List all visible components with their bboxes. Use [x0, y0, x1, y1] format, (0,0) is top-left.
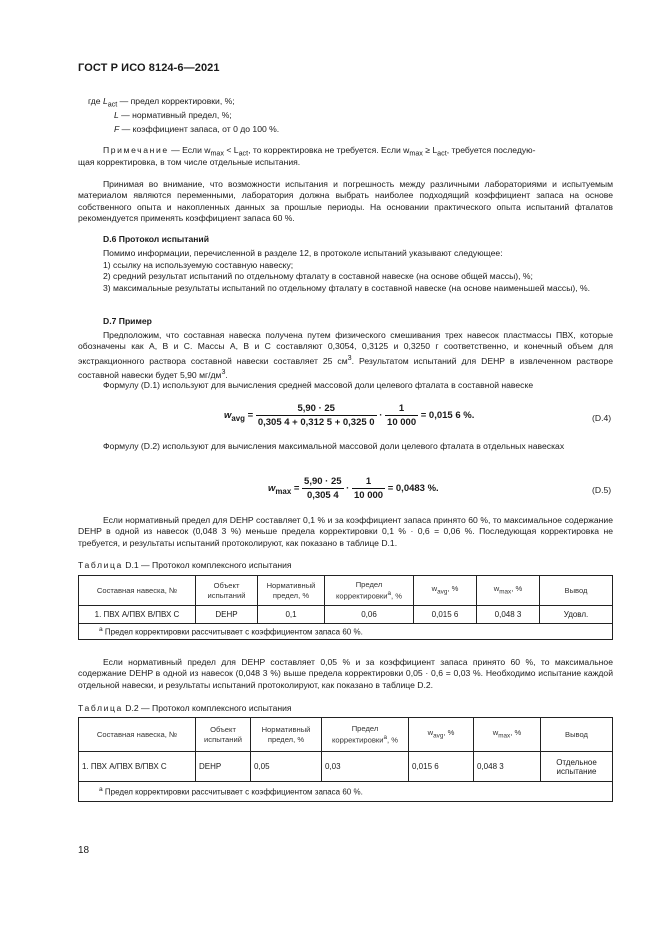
table-d1-caption: Таблица D.1 — Протокол комплексного испытания — [78, 560, 292, 570]
eq4-fraction-1: $\frac{5,90 \cdot 25}{0,305 4 + 0,312 5 + 0,325 0}$ — [257, 403, 375, 428]
table-cell: Отдельное испытание — [541, 752, 613, 782]
table-header-row — [79, 718, 613, 752]
table-row — [79, 606, 613, 624]
table-cell: 0,05 — [251, 752, 322, 782]
def-sub: act — [107, 100, 118, 109]
table-footnote: $^а$ Предел корректировки рассчитывает с коэффициентом запаса 60 %. — [79, 782, 613, 802]
def-prefix: где — [88, 96, 101, 106]
page-header-title: ГОСТ Р ИСО 8124-6—2021 — [78, 62, 220, 74]
def-var: L — [102, 96, 108, 106]
eq5-lhs: $w_{max}$ — [268, 483, 292, 496]
table-cell: DEHP — [196, 606, 258, 624]
table-footnote-row — [79, 624, 613, 640]
table-header-cell: Нормативный предел, % — [258, 576, 325, 606]
table-header-cell: Объект испытаний — [196, 718, 251, 752]
note-label: Примечание — [103, 145, 169, 155]
section-d6-intro: Помимо информации, перечисленной в разделе 12, в протоколе испытаний указывают следующее: — [103, 248, 503, 258]
table-header-cell: $w_{max}$, % — [474, 718, 541, 752]
formula-d1-intro: Формулу (D.1) используют для вычисления средней массовой доли целевого фталата в составной навеске — [103, 380, 534, 390]
table-header-cell: $w_{avg}$, % — [409, 718, 474, 752]
page-number: 18 — [78, 845, 90, 856]
eq4-result: = 0,015 6 %. — [420, 410, 475, 422]
table-header-cell: Составная навеска, № — [79, 718, 196, 752]
table-header-cell: Предел корректировки$^а$, % — [325, 576, 414, 606]
section-d6-item-2: 2) средний результат испытаний по отдельному фталату в составной навеске (на основе общей массы), %; — [103, 271, 533, 281]
table-header-cell: Вывод — [540, 576, 613, 606]
eq5-fraction-2: $\frac{1}{10 000}$ — [354, 476, 384, 501]
table-cell: 0,03 — [322, 752, 409, 782]
table-cell: Удовл. — [540, 606, 613, 624]
equation-d5: $w_{max}$ = $\frac{5,90 \cdot 25}{0,305 4}$ · $\frac{1}{10 000}$ = 0,0483 %. — [268, 476, 439, 501]
section-d7-title: D.7 Пример — [103, 316, 152, 326]
section-d6-title: D.6 Протокол испытаний — [103, 234, 209, 244]
table-d2-caption: Таблица D.2 — Протокол комплексного испытания — [78, 703, 292, 713]
table-header-cell: Предел корректировки$^а$, % — [322, 718, 409, 752]
table-cell: 0,015 6 — [414, 606, 477, 624]
def-var: F — [114, 124, 120, 134]
table-footnote: $^а$ Предел корректировки рассчитывает с коэффициентом запаса 60 %. — [79, 624, 613, 640]
section-d6-item-3: 3) максимальные результаты испытаний по отдельному фталату в составной навеске (на основе наименьшей массы), %. — [103, 283, 591, 293]
note-text-1: — Если $w_{max} < L_{act}$, то корректировка не требуется. Если $w_{max} \ge L_{act}$, требуется последую- — [168, 145, 536, 158]
table-d2 — [78, 717, 613, 802]
note-line-2: щая корректировка, в том числе отдельные испытания. — [78, 157, 301, 167]
paragraph-case-1: Если нормативный предел для DEHP составляет 0,1 % и за коэффициент запаса принято 60 %, то максимальное содержание DEHP в одной из навесок (0,048 3 %) меньше предела корректировки 0,1 % · 0,6 = 0,06 %. Последующая корректировка не требуется, и результаты испытаний протоколируют, как показано в таблице D.1. — [78, 515, 613, 548]
table-d1 — [78, 575, 613, 640]
eq4-fraction-2: $\frac{1}{10 000}$ — [387, 403, 417, 428]
eq4-lhs: $w_{avg}$ — [224, 410, 246, 423]
table-cell: 0,048 3 — [477, 606, 540, 624]
table-cell: 0,1 — [258, 606, 325, 624]
def-text: — нормативный предел, %; — [118, 110, 232, 120]
table-footnote-row — [79, 782, 613, 802]
table-header-cell: $w_{max}$, % — [477, 576, 540, 606]
table-cell: 0,015 6 — [409, 752, 474, 782]
table-header-cell: Составная навеска, № — [79, 576, 196, 606]
formula-d2-intro: Формулу (D.2) используют для вычисления максимальной массовой доли целевого фталата в отдельных навесках — [103, 441, 565, 451]
def-text: — предел корректировки, %; — [117, 96, 235, 106]
section-d6-item-1: 1) ссылку на используемую составную навеску; — [103, 260, 294, 270]
table-header-cell: Вывод — [541, 718, 613, 752]
equation-d5-number: (D.5) — [592, 485, 612, 495]
section-d7-paragraph: Предположим, что составная навеска получена путем физического смешивания трех навесок пластмассы ПВХ, которые обозначены как А, В и С. Массы А, В и С составляют 0,3054, 0,3125 и 0,3250 г соответственно, и конечный объем для экстракционного раствора составной навески составляет 25 $см^3$. Результатом испытаний для DEHP в извлеченном растворе составной навески будет 5,90 $мг/дм^3$. — [78, 330, 613, 380]
equation-d4-number: (D.4) — [592, 413, 612, 423]
equation-d4: $w_{avg}$ = $\frac{5,90 \cdot 25}{0,305 4 + 0,312 5 + 0,325 0}$ · $\frac{1}{10 000}$ = 0,015 6 %. — [224, 403, 475, 428]
definition-f — [114, 124, 279, 135]
table-cell: 1. ПВХ А/ПВХ В/ПВХ С — [79, 752, 196, 782]
table-header-cell: $w_{avg}$, % — [414, 576, 477, 606]
definition-l — [114, 110, 232, 121]
paragraph-safety-factor: Принимая во внимание, что возможности испытания и погрешность между различными лабораториями и испытуемым материалом являются переменными, лаборатория должна выбрать наиболее подходящий коэффициент запаса на основе собственного опыта и накопленных данных за прошлые периоды. На основании практического опыта испытаний фталатов рекомендуется применять коэффициент запаса 60 %. — [78, 179, 613, 223]
table-cell: 0,06 — [325, 606, 414, 624]
table-row — [79, 752, 613, 782]
eq5-fraction-1: $\frac{5,90 \cdot 25}{0,305 4}$ — [304, 476, 342, 501]
paragraph-case-2: Если нормативный предел для DEHP составляет 0,05 % и за коэффициент запаса принято 60 %, то максимальное содержание DEHP в одной из навесок (0,048 3 %) выше предела корректировки 0,05 · 0,6 = 0,03 %. Необходимо испытание каждой отдельной навески, и результаты испытаний протоколируют, как показано в таблице D.2. — [78, 657, 613, 690]
table-cell: DEHP — [196, 752, 251, 782]
eq5-result: = 0,0483 %. — [387, 483, 439, 495]
def-text: — коэффициент запаса, от 0 до 100 %. — [119, 124, 280, 134]
table-header-cell: Нормативный предел, % — [251, 718, 322, 752]
table-cell: 1. ПВХ А/ПВХ В/ПВХ С — [79, 606, 196, 624]
table-header-cell: Объект испытаний — [196, 576, 258, 606]
table-cell: 0,048 3 — [474, 752, 541, 782]
def-var: L — [114, 110, 119, 120]
table-header-row — [79, 576, 613, 606]
definition-l-act — [88, 96, 235, 111]
